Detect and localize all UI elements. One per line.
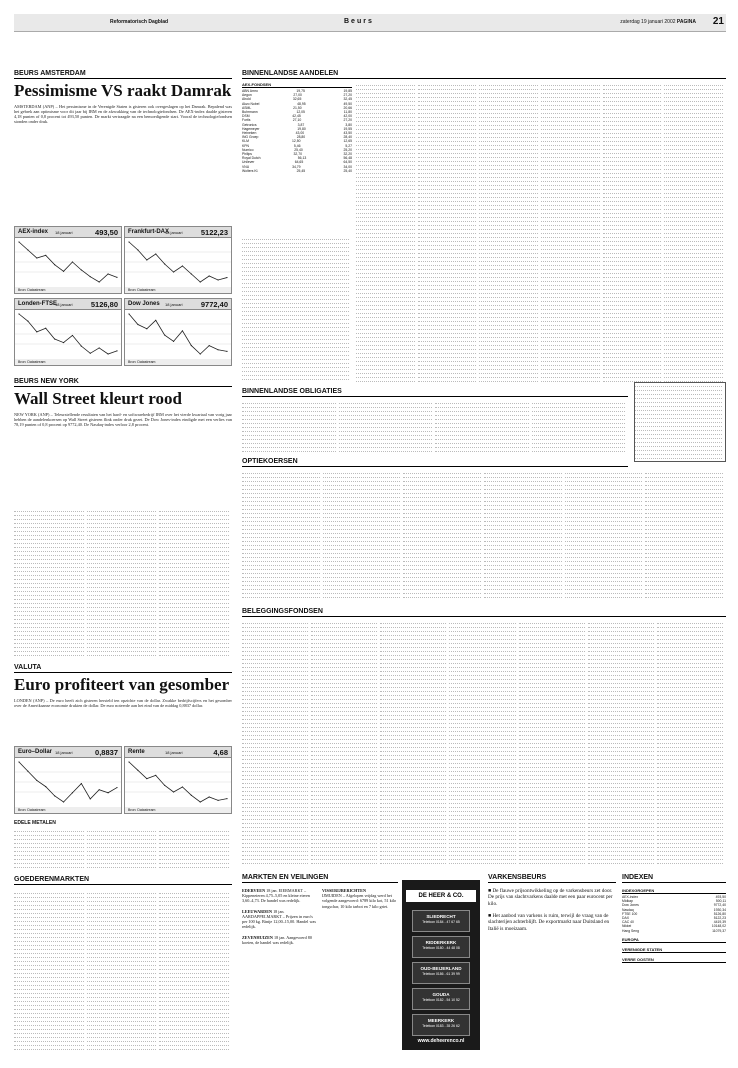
data-point — [209, 345, 210, 346]
varkensbeurs-head: VARKENSBEURS — [488, 874, 616, 883]
chart-rente-plot — [125, 758, 231, 806]
fund-price: 27,20 — [343, 93, 352, 98]
fund-name: Aegon — [242, 93, 252, 98]
data-point — [107, 792, 108, 793]
chart-dow: Dow Jones 18 januari 9772,40 Bron: Datastream — [124, 298, 232, 366]
fund-price: 27,00 — [293, 93, 302, 98]
newyork-headline: Wall Street kleurt rood — [14, 389, 182, 408]
data-point — [155, 775, 156, 776]
fund-price: 34,00 — [343, 164, 352, 169]
table-line — [449, 860, 515, 864]
data-point — [81, 269, 82, 270]
data-point — [146, 328, 147, 329]
fund-price: 11,80 — [343, 110, 352, 115]
ad-office: GOUDA Telefoon 0182 - 54 10 52 — [412, 988, 470, 1010]
fund-price: 64,65 — [294, 160, 304, 165]
data-point — [173, 341, 174, 342]
table-column — [479, 82, 538, 382]
index-value: 10148,02 — [711, 924, 726, 929]
fund-name: Ahold — [242, 97, 251, 102]
data-point — [90, 798, 91, 799]
fund-name: ASML — [242, 105, 252, 110]
data-point — [128, 761, 129, 762]
edele-metalen-table — [14, 828, 232, 868]
fund-price: 56,13 — [297, 156, 307, 161]
obligaties-head: BINNENLANDSE OBLIGATIES — [242, 388, 628, 397]
data-point — [81, 783, 82, 784]
data-point — [191, 345, 192, 346]
fund-name: DSM — [242, 114, 250, 119]
table-column — [14, 828, 84, 868]
table-line — [519, 860, 585, 864]
data-point — [173, 271, 174, 272]
fund-price: 28,80 — [296, 135, 306, 140]
table-line — [418, 378, 477, 382]
index-value: 1930,34 — [713, 907, 726, 912]
data-point — [217, 279, 218, 280]
optiekoersen-head: OPTIEKOERSEN — [242, 458, 628, 467]
fund-price: 25,40 — [294, 147, 303, 152]
table-line — [242, 448, 336, 452]
data-point — [90, 276, 91, 277]
data-point — [45, 786, 46, 787]
table-line — [14, 864, 84, 868]
data-point — [54, 338, 55, 339]
fund-price: 25,45 — [296, 168, 306, 173]
table-column — [14, 890, 84, 1052]
index-name: Nikkei — [622, 924, 632, 929]
optiekoersen-table — [242, 470, 726, 600]
fund-name: Fortis — [242, 118, 251, 123]
table-column — [435, 400, 529, 454]
fund-price: 27,10 — [292, 118, 302, 123]
newspaper-page — [14, 14, 726, 1058]
data-point — [200, 281, 201, 282]
fund-price: 5,27 — [345, 143, 352, 148]
data-point — [209, 796, 210, 797]
fund-price: 28,40 — [343, 135, 352, 140]
table-line — [479, 378, 538, 382]
data-point — [128, 313, 129, 314]
data-point — [72, 792, 73, 793]
amsterdam-article: AMSTERDAM (ANP) – Het pessimisme in de Verenigde Staten is gisteren ook overgeslagen op het Damrak. Bepalend was het gebrek aan optimisme voor dit jaar bij IBM en de afzwakking van de technologiefondsen. De AEX-index daalde gisteren 4,18 punten of 0,8 procent tot 493,50 punten. De markt vertraagde na een bemoedigende start. Vooral de technologiefondsen stonden onder druk. — [14, 104, 232, 124]
table-row — [242, 169, 352, 173]
table-column — [519, 620, 585, 866]
fund-price: 19,55 — [343, 126, 352, 131]
table-column — [339, 400, 433, 454]
table-line — [242, 376, 349, 380]
chart-dax-plot — [125, 238, 231, 286]
fund-price: 25,20 — [343, 147, 352, 152]
data-point — [45, 328, 46, 329]
table-column — [657, 620, 723, 866]
newyork-fonds-table — [14, 508, 232, 658]
advertisement-de-heer[interactable] — [402, 880, 480, 1050]
table-line — [339, 448, 433, 452]
valuta-headline: Euro profiteert van gesomber — [14, 675, 230, 694]
table-column — [588, 620, 654, 866]
markten-head: MARKTEN EN VEILINGEN — [242, 874, 398, 883]
data-point — [54, 264, 55, 265]
indexen-table: INDEXGROEPEN AEX-index 493,50 Midkap 500,11 Dow Jones 9772,40 Nasdaq 1930,34 FTSE 100 5126,80 DAX 5122,23 CAC 40 4419,39 Nikkei 10148,02 Hang Seng 11079,37 EUROPA VERENIGDE STATEN VERRE OOSTEN — [622, 888, 726, 962]
index-value: 9772,40 — [713, 903, 726, 908]
data-point — [63, 271, 64, 272]
table-line — [87, 652, 157, 656]
data-point — [72, 335, 73, 336]
markten-column-2: VISSERIJBERICHTEN IJMUIDEN – Afgelopen vrijdag werd het volgende aangevoerd: 6789 kilo kot, 51 kilo tongschar, 10 kilo tarbot en 7 kilo griet. — [322, 888, 397, 909]
data-point — [18, 241, 19, 242]
table-column — [635, 383, 722, 461]
newyork-article: NEW YORK (ANP) – Teleurstellende resultaten van het hard- en softwarebedrijf IBM over het vierde kwartaal van vorig jaar hebben de aandelenkoersen op Wall Street gisteren flink onder druk gezet. De Dow Jones-index eindigde met een verlies van 78,19 punten of 0,8 procent op 9772,40. De Nasdaq-index verloor 2,8 procent. — [14, 412, 232, 427]
table-column — [532, 400, 626, 454]
table-column — [159, 508, 229, 658]
fund-price: 3,80 — [345, 122, 352, 127]
fund-price: 12,50 — [291, 139, 301, 144]
fund-name: Wolters Kl. — [242, 168, 259, 173]
table-column — [484, 470, 562, 600]
data-point — [200, 353, 201, 354]
markten-column-1: EDERVEEN 18 jan. EIERMARKT – Kippeneieren 4,75–5,05 en kleine eieren 3,60–4,73. De handel was redelijk. LEEUWARDEN 18 jan. AARDAPPELMARKT – Prijzen in euro's per 100 kg. Bintje 12,00–15,00. Handel was redelijk. ZEVENHUIZEN 18 jan. Aangevoerd 80 koeien, de handel was redelijk. — [242, 888, 316, 946]
index-value: 500,11 — [715, 899, 726, 904]
data-point — [137, 770, 138, 771]
section-title: Beurs — [344, 18, 374, 25]
index-name: DAX — [622, 916, 629, 921]
table-line — [14, 1046, 84, 1050]
ad-logo: DE HEER & CO. — [406, 890, 476, 902]
chart-rente: Rente 18 januari 4,68 Bron: Datastream — [124, 746, 232, 814]
chart-ftse: Londen-FTSE 18 januari 5126,80 Bron: Datastream — [14, 298, 122, 366]
fund-name: VNU — [242, 164, 250, 169]
table-line — [159, 1046, 229, 1050]
fund-price: 12,05 — [296, 110, 305, 115]
data-point — [137, 324, 138, 325]
table-row — [622, 929, 726, 933]
fund-name: ING Groep — [242, 135, 259, 140]
data-point — [90, 353, 91, 354]
data-point — [99, 347, 100, 348]
table-column — [242, 236, 349, 382]
table-column — [403, 470, 481, 600]
fund-name: Hagemeyer — [242, 126, 260, 131]
fund-name: Royal Dutch — [242, 156, 261, 161]
data-point — [27, 771, 28, 772]
table-line — [435, 448, 529, 452]
table-column — [356, 82, 415, 382]
table-column — [242, 620, 308, 866]
fund-price: 32,70 — [293, 152, 302, 157]
table-line — [645, 594, 723, 598]
fund-price: 19,85 — [343, 89, 352, 93]
data-point — [107, 273, 108, 274]
table-column — [87, 890, 157, 1052]
indexen-head: INDEXEN — [622, 874, 726, 883]
masthead — [14, 14, 726, 32]
index-value: 5122,23 — [713, 916, 726, 921]
table-column — [159, 890, 229, 1052]
table-line — [323, 594, 401, 598]
ad-office: MEERKERK Telefoon 0183 - 35 26 62 — [412, 1014, 470, 1036]
data-point — [226, 798, 227, 799]
fund-price: 20,66 — [343, 105, 352, 110]
table-line — [356, 378, 415, 382]
index-name: Nasdaq — [622, 907, 634, 912]
chart-dax: Frankfurt-DAX 18 januari 5122,23 Bron: Datastream — [124, 226, 232, 294]
edele-metalen-head: EDELE METALEN — [14, 820, 56, 826]
beleggingsfondsen-table — [242, 620, 726, 866]
index-value: 493,50 — [715, 895, 726, 899]
index-name: CAC 40 — [622, 920, 634, 925]
table-line — [242, 594, 320, 598]
data-point — [128, 241, 129, 242]
data-point — [226, 277, 227, 278]
fund-price: 49,50 — [343, 101, 352, 106]
data-point — [99, 281, 100, 282]
data-point — [137, 249, 138, 250]
data-point — [63, 342, 64, 343]
amx-fondsen-table — [242, 236, 352, 382]
data-point — [164, 263, 165, 264]
data-point — [45, 255, 46, 256]
data-point — [63, 801, 64, 802]
fund-price: 19,80 — [297, 126, 306, 131]
fund-name: KLM — [242, 139, 249, 144]
fund-name: Heineken — [242, 131, 257, 136]
goederenmarkten-table — [14, 890, 232, 1052]
table-column — [565, 470, 643, 600]
table-column — [664, 82, 723, 382]
fund-price: 32,45 — [343, 97, 352, 102]
table-line — [87, 1046, 157, 1050]
goederenmarkten-head: GOEDERENMARKTEN — [14, 876, 232, 885]
valuta-article: LONDEN (ANP) – De euro heeft zich gisteren hersteld ten opzichte van de dollar. Zwakke bedrijfscijfers en het gesomber over de Amerikaanse economie drukten de dollar. De euro noteerde aan het eind van de middag 0,8837 dollar. — [14, 698, 232, 708]
table-line — [532, 448, 626, 452]
data-point — [200, 801, 201, 802]
table-line — [588, 860, 654, 864]
table-column — [159, 828, 229, 868]
ad-office: RIDDERKERK Telefoon 0180 - 44 48 08 — [412, 936, 470, 958]
data-point — [36, 780, 37, 781]
varkensbeurs-article: ■ De flauwe prijsontwikkeling op de varkensbeurs zet door. De prijs van slachtvarkens daalde met een paar eurocent per kilo. ■ Het aanbod van varkens is ruim, terwijl de vraag van de slachterijen achterblijft. De exportmarkt naar Duitsland en Italië is moeizaam. — [488, 888, 613, 932]
data-point — [182, 786, 183, 787]
data-point — [27, 249, 28, 250]
data-point — [81, 346, 82, 347]
data-point — [99, 789, 100, 790]
data-point — [72, 261, 73, 262]
beleggingsfondsen-head: BELEGGINGSFONDSEN — [242, 608, 726, 617]
fund-price: 32,65 — [292, 97, 302, 102]
table-line — [484, 594, 562, 598]
chart-ftse-plot — [15, 310, 121, 358]
chart-dow-plot — [125, 310, 231, 358]
fund-price: 48,95 — [297, 101, 306, 106]
fund-name: Akzo Nobel — [242, 101, 260, 106]
chart-aex: AEX-index 18 januari 493,50 Bron: Datastream — [14, 226, 122, 294]
data-point — [27, 321, 28, 322]
fund-price: 21,50 — [293, 105, 302, 110]
page-number: 21 — [712, 16, 724, 27]
data-point — [36, 331, 37, 332]
fund-price: 43,50 — [343, 131, 352, 136]
fund-name: Getronics — [242, 122, 257, 127]
publication-name: Reformatorisch Dagblad — [110, 19, 169, 25]
amsterdam-headline: Pessimisme VS raakt Damrak — [14, 81, 232, 100]
fund-price: 64,50 — [343, 160, 352, 165]
index-name: FTSE 100 — [622, 911, 638, 916]
table-column — [87, 828, 157, 868]
index-value: 4419,39 — [713, 920, 726, 925]
aandelen-overig-table — [356, 82, 726, 382]
index-value: 11079,37 — [712, 928, 726, 933]
fund-price: 42,00 — [343, 114, 352, 119]
table-line — [565, 594, 643, 598]
aandelen-head: BINNENLANDSE AANDELEN — [242, 70, 726, 79]
fund-price: 42,45 — [292, 114, 301, 119]
data-point — [146, 778, 147, 779]
data-point — [146, 259, 147, 260]
table-line — [14, 652, 84, 656]
index-name: Dow Jones — [622, 903, 639, 908]
data-point — [173, 791, 174, 792]
data-point — [217, 349, 218, 350]
data-point — [164, 334, 165, 335]
table-column — [418, 82, 477, 382]
data-point — [107, 353, 108, 354]
fund-price: 5,46 — [293, 143, 301, 148]
chart-euro-dollar-plot — [15, 758, 121, 806]
index-name: Midkap — [622, 899, 633, 904]
beurs-newyork-head: BEURS NEW YORK — [14, 378, 232, 387]
fund-name: KPN — [242, 143, 249, 148]
ad-office: SLIEDRECHT Telefoon 0184 - 47 67 65 — [412, 910, 470, 932]
table-line — [380, 860, 446, 864]
fund-name: Buhrmann — [242, 110, 258, 115]
fund-price: 12,65 — [343, 139, 352, 144]
table-line — [159, 652, 229, 656]
data-point — [226, 351, 227, 352]
ad-office: OUD-BEIJERLAND Telefoon 0186 - 61 39 99 — [412, 962, 470, 984]
data-point — [18, 761, 19, 762]
data-point — [36, 257, 37, 258]
fund-price: 56,48 — [343, 156, 352, 161]
data-point — [116, 787, 117, 788]
data-point — [191, 273, 192, 274]
table-column — [87, 508, 157, 658]
fund-name: ABN Amro — [242, 89, 258, 93]
fund-price: 32,20 — [343, 152, 352, 157]
table-column — [645, 470, 723, 600]
obligaties-table — [242, 400, 628, 454]
table-line — [242, 860, 308, 864]
table-column — [380, 620, 446, 866]
data-point — [182, 330, 183, 331]
fund-price: 19,75 — [296, 89, 305, 93]
fund-price: 43,00 — [295, 131, 305, 136]
table-line — [403, 594, 481, 598]
fund-name: Unilever — [242, 160, 255, 165]
data-point — [164, 785, 165, 786]
valuta-head: VALUTA — [14, 664, 232, 673]
issue-date: zaterdag 19 januari 2002 PAGINA — [620, 19, 696, 25]
table-line — [541, 378, 600, 382]
beurs-amsterdam-head: BEURS AMSTERDAM — [14, 70, 232, 79]
data-point — [54, 795, 55, 796]
table-column — [603, 82, 662, 382]
table-line — [635, 455, 722, 459]
data-point — [116, 277, 117, 278]
table-line — [87, 864, 157, 868]
ad-url[interactable]: www.deheerenco.nl — [417, 1038, 465, 1044]
data-point — [18, 313, 19, 314]
data-point — [155, 320, 156, 321]
data-point — [116, 350, 117, 351]
aandelen-table: AEX-FONDSEN ABN Amro 19,75 19,85 Aegon 27,00 27,20 Ahold 32,65 32,45 Akzo Nobel 48,95 49,50 ASML 21,50 20,66 Buhrmann 12,05 11,80 DSM 42,45 42,00 Fortis 27,10 27,20 Getronics 3,87 3,80 Hagemeyer 19,80 19,55 Heineken 43,00 43,50 ING Groep 28,80 28,40 KLM 12,50 12,65 KPN 5,46 5,27 Numico 25,40 25,20 Philips 32,70 32,20 Royal Dutch 56,13 56,48 Unilever 64,65 64,50 VNU 34,79 34,00 Wolters Kl. 25,45 25,40 — [242, 82, 352, 173]
table-column — [323, 470, 401, 600]
afkortingen-box — [634, 382, 726, 462]
index-name: AEX-index — [622, 895, 639, 899]
index-name: Hang Seng — [622, 928, 639, 933]
fund-name: Numico — [242, 147, 254, 152]
data-point — [182, 265, 183, 266]
table-column — [242, 400, 336, 454]
fund-price: 3,87 — [297, 122, 305, 127]
table-line — [311, 860, 377, 864]
table-line — [159, 864, 229, 868]
data-point — [191, 795, 192, 796]
index-value: 5126,80 — [713, 911, 726, 916]
table-line — [657, 860, 723, 864]
table-column — [242, 470, 320, 600]
table-column — [311, 620, 377, 866]
data-point — [217, 800, 218, 801]
fund-name: Philips — [242, 152, 252, 157]
chart-euro-dollar: Euro–Dollar 18 januari 0,8837 Bron: Datastream — [14, 746, 122, 814]
table-column — [449, 620, 515, 866]
fund-price: 34,79 — [292, 164, 301, 169]
data-point — [209, 275, 210, 276]
table-column — [14, 508, 84, 658]
fund-price: 27,20 — [343, 118, 352, 123]
table-column — [541, 82, 600, 382]
data-point — [155, 253, 156, 254]
fund-price: 25,40 — [343, 168, 352, 173]
chart-aex-plot — [15, 238, 121, 286]
